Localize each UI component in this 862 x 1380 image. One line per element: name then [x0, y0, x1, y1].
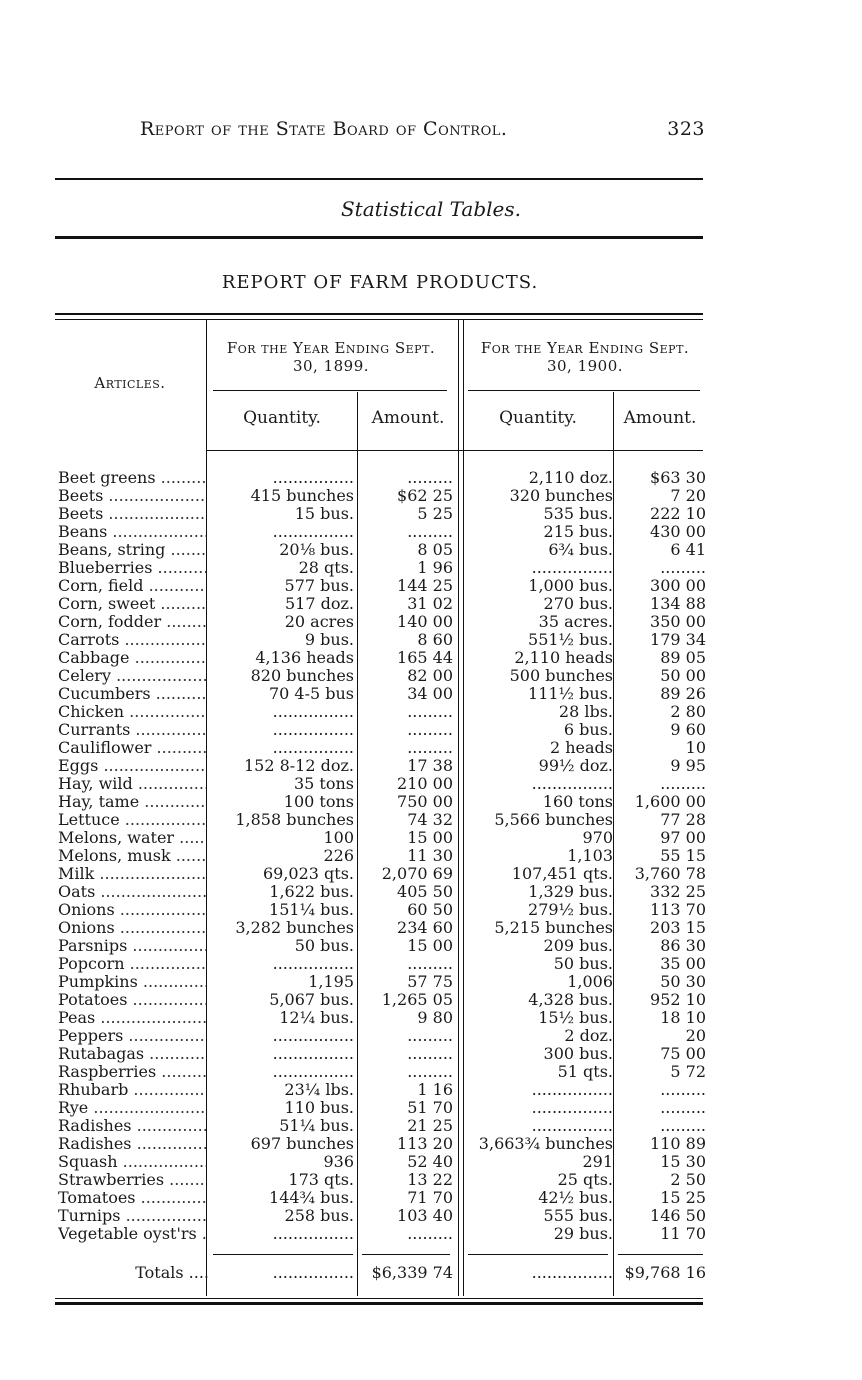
quantity-1899-cell: 1,858 bunches: [235, 810, 354, 829]
amount-1899-cell: .........: [407, 1044, 453, 1063]
quantity-1900-cell: 1,103: [567, 846, 613, 865]
quantity-1900-cell: 3,663¾ bunches: [478, 1134, 613, 1153]
quantity-1899-cell: ................: [272, 1026, 354, 1045]
amount-1899-cell: 144 25: [397, 576, 453, 595]
quantity-1900-cell: ................: [531, 774, 613, 793]
amount-1899-cell: 9 80: [417, 1008, 453, 1027]
table-row: [55, 793, 715, 811]
article-cell: Corn, field .....: [58, 577, 206, 595]
amount-1900-cell: 97 00: [660, 828, 706, 847]
quantity-1900-cell: 1,329 bus.: [528, 882, 613, 901]
table-row: [55, 1153, 715, 1171]
quantity-1899-cell: 100 tons: [283, 792, 354, 811]
amount-1899-cell: .........: [407, 468, 453, 487]
quantity-1899-cell: 23¼ lbs.: [284, 1080, 354, 1099]
quantity-1900-cell: 500 bunches: [509, 666, 613, 685]
article-cell: Beets .....: [58, 487, 206, 505]
table-bottom-rule-1: [55, 1298, 703, 1299]
article-cell: Hay, tame .....: [58, 793, 206, 811]
table-heading: REPORT OF FARM PRODUCTS.: [221, 272, 539, 293]
table-row: [55, 901, 715, 919]
amount-1900-cell: 15 30: [660, 1152, 706, 1171]
table-row: [55, 649, 715, 667]
period-underline-1900: [468, 390, 700, 391]
amount-1899-cell: 17 38: [407, 756, 453, 775]
table-row: [55, 1189, 715, 1207]
article-cell: Eggs .....: [58, 757, 206, 775]
article-cell: Currants .....: [58, 721, 206, 739]
quantity-1899-cell: 20 acres: [284, 612, 354, 631]
table-row: [55, 1117, 715, 1135]
article-cell: Rye .....: [58, 1099, 206, 1117]
amount-1899-cell: 113 20: [397, 1134, 453, 1153]
amount-1899-cell: 1,265 05: [381, 990, 453, 1009]
amount-1900-cell: 7 20: [670, 486, 706, 505]
quantity-1900-cell: 99½ doz.: [538, 756, 613, 775]
amount-1899-cell: 21 25: [407, 1116, 453, 1135]
quantity-1899-cell: 35 tons: [293, 774, 354, 793]
quantity-1899-cell: ................: [272, 522, 354, 541]
quantity-1900-cell: 2,110 heads: [514, 648, 613, 667]
table-row: [55, 1009, 715, 1027]
amount-1899-cell: 103 40: [397, 1206, 453, 1225]
article-cell: Potatoes .....: [58, 991, 206, 1009]
quantity-1900-cell: 215 bus.: [543, 522, 613, 541]
totals-amount-1900: $9,768 16: [624, 1263, 706, 1282]
amount-1899-cell: 82 00: [407, 666, 453, 685]
table-row: [55, 991, 715, 1009]
quantity-1900-cell: 2,110 doz.: [528, 468, 613, 487]
quantity-1899-cell: ................: [272, 738, 354, 757]
quantity-1899-cell: ................: [272, 720, 354, 739]
quantity-1899-cell: 110 bus.: [284, 1098, 354, 1117]
amount-1899-cell: 15 00: [407, 936, 453, 955]
table-row: [55, 937, 715, 955]
quantity-1900-cell: 5,566 bunches: [494, 810, 613, 829]
quantity-1899-cell: 697 bunches: [250, 1134, 354, 1153]
article-cell: Chicken .....: [58, 703, 206, 721]
totals-rule-1900-q: [468, 1254, 608, 1255]
quantity-1899-cell: ................: [272, 1224, 354, 1243]
article-cell: Corn, fodder .....: [58, 613, 206, 631]
amount-1900-cell: 110 89: [650, 1134, 706, 1153]
article-cell: Milk .....: [58, 865, 206, 883]
article-cell: Popcorn .....: [58, 955, 206, 973]
article-cell: Tomatoes .....: [58, 1189, 206, 1207]
amount-1899-cell: 74 32: [407, 810, 453, 829]
quantity-1900-cell: 51 qts.: [557, 1062, 613, 1081]
amount-1900-cell: 11 70: [660, 1224, 706, 1243]
quantity-1900-cell: 160 tons: [542, 792, 613, 811]
quantity-1899-cell: 152 8-12 doz.: [243, 756, 354, 775]
amount-1900-cell: 222 10: [650, 504, 706, 523]
period-header-1900: For the Year Ending Sept. 30, 1900.: [480, 339, 690, 375]
article-cell: Carrots .....: [58, 631, 206, 649]
quantity-1899-cell: 5,067 bus.: [269, 990, 354, 1009]
quantity-1899-cell: 258 bus.: [284, 1206, 354, 1225]
period-header-1899: For the Year Ending Sept. 30, 1899.: [226, 339, 436, 375]
quantity-1900-cell: 25 qts.: [557, 1170, 613, 1189]
quantity-1900-cell: 15½ bus.: [538, 1008, 613, 1027]
section-subtitle: Statistical Tables.: [340, 197, 522, 221]
amount-1899-cell: 52 40: [407, 1152, 453, 1171]
table-row: [55, 883, 715, 901]
article-cell: Squash .....: [58, 1153, 206, 1171]
amount-1900-cell: .........: [660, 1080, 706, 1099]
quantity-1900-cell: 209 bus.: [543, 936, 613, 955]
quantity-1900-cell: 555 bus.: [543, 1206, 613, 1225]
quantity-1899-cell: 1,622 bus.: [269, 882, 354, 901]
amount-1900-cell: .........: [660, 558, 706, 577]
article-cell: Melons, musk .....: [58, 847, 206, 865]
table-row: [55, 613, 715, 631]
amount-1899-cell: 2,070 69: [381, 864, 453, 883]
quantity-1899-cell: ................: [272, 1062, 354, 1081]
amount-1899-cell: .........: [407, 738, 453, 757]
quantity-1900-cell: 35 acres.: [538, 612, 613, 631]
amount-1900-cell: 430 00: [650, 522, 706, 541]
amount-1900-cell: 86 30: [660, 936, 706, 955]
article-cell: Corn, sweet .....: [58, 595, 206, 613]
article-cell: Beets .....: [58, 505, 206, 523]
article-cell: Radishes .....: [58, 1135, 206, 1153]
articles-header: Articles.: [94, 374, 166, 392]
quantity-1900-cell: 42½ bus.: [538, 1188, 613, 1207]
article-cell: Radishes .....: [58, 1117, 206, 1135]
amount-1900-cell: 89 26: [660, 684, 706, 703]
amount-1899-cell: .........: [407, 522, 453, 541]
amount-1900-cell: 1,600 00: [634, 792, 706, 811]
totals-rule-1899-a: [362, 1254, 450, 1255]
quantity-1899-cell: 226: [323, 846, 354, 865]
table-row: [55, 757, 715, 775]
amount-1899-cell: 750 00: [397, 792, 453, 811]
quantity-1900-cell: 5,215 bunches: [494, 918, 613, 937]
amount-1900-cell: 20: [685, 1026, 706, 1045]
amount-1900-cell: 15 25: [660, 1188, 706, 1207]
amount-1900-cell: 332 25: [650, 882, 706, 901]
amount-1899-cell: .........: [407, 954, 453, 973]
quantity-1899-cell: ................: [272, 468, 354, 487]
header-rule-top: [55, 178, 703, 180]
quantity-1899-cell: 100: [323, 828, 354, 847]
article-cell: Cauliflower .....: [58, 739, 206, 757]
article-cell: Parsnips .....: [58, 937, 206, 955]
quantity-1899-cell: 51¼ bus.: [279, 1116, 354, 1135]
article-cell: Blueberries .....: [58, 559, 206, 577]
table-row: [55, 865, 715, 883]
amount-1900-cell: 89 05: [660, 648, 706, 667]
totals-row: [55, 1263, 715, 1283]
amount-1899-cell: 31 02: [407, 594, 453, 613]
quantity-1900-cell: 300 bus.: [543, 1044, 613, 1063]
amount-1900-cell: 300 00: [650, 576, 706, 595]
amount-1899-cell: .........: [407, 702, 453, 721]
amount-1899-cell: $62 25: [397, 486, 453, 505]
amount-1899-cell: 8 05: [417, 540, 453, 559]
amount-1900-cell: 179 34: [650, 630, 706, 649]
quantity-1899-cell: ................: [272, 1044, 354, 1063]
quantity-header-1899: Quantity.: [243, 408, 321, 428]
amount-1900-cell: 55 15: [660, 846, 706, 865]
article-cell: Hay, wild .....: [58, 775, 206, 793]
article-cell: Raspberries .....: [58, 1063, 206, 1081]
quantity-1899-cell: ................: [272, 702, 354, 721]
amount-1900-cell: 5 72: [670, 1062, 706, 1081]
amount-1899-cell: 165 44: [397, 648, 453, 667]
running-title: Report of the State Board of Control.: [140, 118, 508, 140]
table-row: [55, 505, 715, 523]
totals-rule-1900-a: [618, 1254, 703, 1255]
amount-1900-cell: 75 00: [660, 1044, 706, 1063]
amount-1899-cell: .........: [407, 720, 453, 739]
article-cell: Cucumbers .....: [58, 685, 206, 703]
amount-1899-cell: 234 60: [397, 918, 453, 937]
amount-1899-cell: 1 96: [417, 558, 453, 577]
quantity-1900-cell: 50 bus.: [553, 954, 613, 973]
table-row: [55, 631, 715, 649]
article-cell: Onions .....: [58, 901, 206, 919]
article-cell: Lettuce .....: [58, 811, 206, 829]
table-row: [55, 577, 715, 595]
amount-1900-cell: 18 10: [660, 1008, 706, 1027]
amount-1899-cell: .........: [407, 1224, 453, 1243]
quantity-1899-cell: 69,023 qts.: [262, 864, 354, 883]
quantity-1899-cell: 517 doz.: [284, 594, 354, 613]
quantity-header-1900: Quantity.: [499, 408, 577, 428]
amount-1900-cell: 77 28: [660, 810, 706, 829]
table-row: [55, 469, 715, 487]
amount-1899-cell: .........: [407, 1062, 453, 1081]
article-cell: Oats .....: [58, 883, 206, 901]
amount-1900-cell: 146 50: [650, 1206, 706, 1225]
article-cell: Rutabagas .....: [58, 1045, 206, 1063]
quantity-1899-cell: ................: [272, 954, 354, 973]
article-cell: Melons, water .....: [58, 829, 206, 847]
quantity-1899-cell: 9 bus.: [304, 630, 354, 649]
article-cell: Beet greens .....: [58, 469, 206, 487]
amount-1899-cell: 210 00: [397, 774, 453, 793]
table-row: [55, 1135, 715, 1153]
quantity-1900-cell: 970: [582, 828, 613, 847]
amount-header-1899: Amount.: [371, 408, 445, 428]
amount-1900-cell: 2 80: [670, 702, 706, 721]
amount-1900-cell: 50 30: [660, 972, 706, 991]
amount-1899-cell: 51 70: [407, 1098, 453, 1117]
header-rule-bottom: [55, 236, 703, 239]
quantity-1900-cell: 6 bus.: [563, 720, 613, 739]
quantity-1899-cell: 28 qts.: [298, 558, 354, 577]
amount-1899-cell: 405 50: [397, 882, 453, 901]
quantity-1899-cell: 820 bunches: [250, 666, 354, 685]
amount-1899-cell: 13 22: [407, 1170, 453, 1189]
amount-1899-cell: 57 75: [407, 972, 453, 991]
quantity-1900-cell: ................: [531, 1080, 613, 1099]
quantity-1900-cell: 6¾ bus.: [548, 540, 613, 559]
article-cell: Peas .....: [58, 1009, 206, 1027]
table-body: [55, 469, 715, 1243]
quantity-1900-cell: 29 bus.: [553, 1224, 613, 1243]
table-row: [55, 973, 715, 991]
amount-1899-cell: .........: [407, 1026, 453, 1045]
article-cell: Celery .....: [58, 667, 206, 685]
table-row: [55, 1171, 715, 1189]
quantity-1899-cell: 415 bunches: [250, 486, 354, 505]
totals-quantity-1899: ................: [272, 1263, 354, 1282]
article-cell: Turnips .....: [58, 1207, 206, 1225]
table-row: [55, 1027, 715, 1045]
quantity-1900-cell: 107,451 qts.: [511, 864, 613, 883]
quantity-1899-cell: 936: [323, 1152, 354, 1171]
table-top-rule-1: [55, 313, 703, 315]
amount-header-1900: Amount.: [623, 408, 697, 428]
amount-1900-cell: 134 88: [650, 594, 706, 613]
amount-1900-cell: 9 60: [670, 720, 706, 739]
quantity-1900-cell: ................: [531, 1098, 613, 1117]
quantity-1900-cell: 1,006: [567, 972, 613, 991]
quantity-1900-cell: 291: [582, 1152, 613, 1171]
table-row: [55, 559, 715, 577]
quantity-1900-cell: 4,328 bus.: [528, 990, 613, 1009]
quantity-1899-cell: 15 bus.: [294, 504, 354, 523]
table-row: [55, 721, 715, 739]
quantity-1900-cell: 279½ bus.: [528, 900, 613, 919]
quantity-1900-cell: 270 bus.: [543, 594, 613, 613]
quantity-1899-cell: 1,195: [308, 972, 354, 991]
quantity-1899-cell: 50 bus.: [294, 936, 354, 955]
quantity-1899-cell: 70 4-5 bus: [268, 684, 354, 703]
quantity-1900-cell: 111½ bus.: [528, 684, 613, 703]
table-row: [55, 847, 715, 865]
table-row: [55, 1081, 715, 1099]
table-row: [55, 1207, 715, 1225]
amount-1900-cell: 952 10: [650, 990, 706, 1009]
amount-1900-cell: .........: [660, 1116, 706, 1135]
table-row: [55, 1045, 715, 1063]
amount-1899-cell: 5 25: [417, 504, 453, 523]
quantity-1900-cell: ................: [531, 558, 613, 577]
quantity-1900-cell: 1,000 bus.: [528, 576, 613, 595]
article-cell: Vegetable oyst'rs .....: [58, 1225, 206, 1243]
quantity-1900-cell: 551½ bus.: [528, 630, 613, 649]
period-underline-1899: [213, 390, 447, 391]
table-row: [55, 523, 715, 541]
quantity-1899-cell: 577 bus.: [284, 576, 354, 595]
totals-amount-1899: $6,339 74: [371, 1263, 453, 1282]
quantity-1900-cell: 2 doz.: [564, 1026, 613, 1045]
quantity-1900-cell: 2 heads: [549, 738, 613, 757]
quantity-1899-cell: 151¼ bus.: [269, 900, 354, 919]
amount-1900-cell: .........: [660, 774, 706, 793]
table-row: [55, 1099, 715, 1117]
quantity-1899-cell: 20⅛ bus.: [279, 540, 354, 559]
amount-1900-cell: 35 00: [660, 954, 706, 973]
table-row: [55, 829, 715, 847]
header-bottom-rule: [206, 450, 703, 451]
amount-1899-cell: 140 00: [397, 612, 453, 631]
table-top-rule-2: [55, 319, 703, 320]
amount-1899-cell: 71 70: [407, 1188, 453, 1207]
table-row: [55, 775, 715, 793]
table-row: [55, 919, 715, 937]
quantity-1899-cell: 173 qts.: [288, 1170, 354, 1189]
article-cell: Peppers .....: [58, 1027, 206, 1045]
quantity-1899-cell: 12¼ bus.: [279, 1008, 354, 1027]
amount-1899-cell: 60 50: [407, 900, 453, 919]
article-cell: Rhubarb .....: [58, 1081, 206, 1099]
amount-1900-cell: 2 50: [670, 1170, 706, 1189]
table-row: [55, 667, 715, 685]
amount-1900-cell: 6 41: [670, 540, 706, 559]
table-bottom-rule-2: [55, 1302, 703, 1305]
table-row: [55, 955, 715, 973]
article-cell: Onions .....: [58, 919, 206, 937]
amount-1900-cell: 50 00: [660, 666, 706, 685]
amount-1900-cell: 350 00: [650, 612, 706, 631]
amount-1900-cell: 113 70: [650, 900, 706, 919]
totals-rule-1899-q: [213, 1254, 353, 1255]
table-row: [55, 811, 715, 829]
quantity-1900-cell: 320 bunches: [509, 486, 613, 505]
table-row: [55, 487, 715, 505]
quantity-1900-cell: 535 bus.: [543, 504, 613, 523]
amount-1899-cell: 15 00: [407, 828, 453, 847]
article-cell: Pumpkins .....: [58, 973, 206, 991]
table-row: [55, 595, 715, 613]
amount-1900-cell: $63 30: [650, 468, 706, 487]
quantity-1899-cell: 3,282 bunches: [235, 918, 354, 937]
page-number: 323: [667, 118, 705, 140]
article-cell: Cabbage .....: [58, 649, 206, 667]
amount-1900-cell: 203 15: [650, 918, 706, 937]
quantity-1899-cell: 144¾ bus.: [269, 1188, 354, 1207]
table-row: [55, 1063, 715, 1081]
article-cell: Beans .....: [58, 523, 206, 541]
amount-1900-cell: .........: [660, 1098, 706, 1117]
amount-1899-cell: 34 00: [407, 684, 453, 703]
table-row: [55, 739, 715, 757]
amount-1900-cell: 3,760 78: [634, 864, 706, 883]
amount-1899-cell: 1 16: [417, 1080, 453, 1099]
table-row: [55, 685, 715, 703]
totals-label: Totals ....: [135, 1263, 209, 1282]
quantity-1900-cell: 28 lbs.: [558, 702, 613, 721]
table-row: [55, 1225, 715, 1243]
amount-1900-cell: 10: [685, 738, 706, 757]
amount-1900-cell: 9 95: [670, 756, 706, 775]
article-cell: Beans, string .....: [58, 541, 206, 559]
amount-1899-cell: 8 60: [417, 630, 453, 649]
quantity-1899-cell: 4,136 heads: [255, 648, 354, 667]
quantity-1900-cell: ................: [531, 1116, 613, 1135]
totals-quantity-1900: ................: [531, 1263, 613, 1282]
table-row: [55, 703, 715, 721]
amount-1899-cell: 11 30: [407, 846, 453, 865]
table-row: [55, 541, 715, 559]
article-cell: Strawberries .....: [58, 1171, 206, 1189]
